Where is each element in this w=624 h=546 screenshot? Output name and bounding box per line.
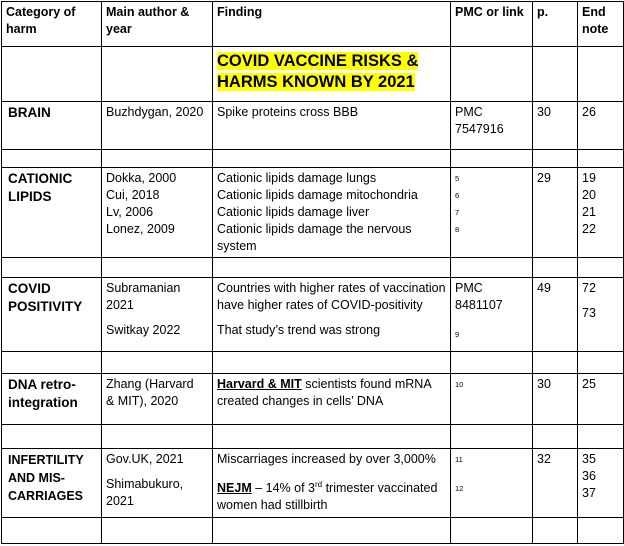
endnote: 21 — [582, 205, 596, 219]
endnote: 35 — [582, 452, 596, 466]
spacer-row — [2, 518, 624, 544]
reference-number: 7 — [455, 208, 460, 217]
page-number: 32 — [537, 452, 551, 466]
header-pmc: PMC or link — [451, 2, 533, 47]
author: 2021 — [106, 494, 134, 508]
finding: Miscarriages increased by over 3,000% — [217, 452, 436, 466]
endnote: 26 — [582, 105, 596, 119]
reference-number: 10 — [455, 380, 464, 389]
category-brain: BRAIN — [8, 105, 51, 120]
finding: Spike proteins cross BBB — [217, 105, 359, 119]
category-and-mis: AND MIS- — [8, 471, 65, 485]
category-integration: integration — [8, 395, 78, 410]
reference-number: 12 — [455, 484, 464, 493]
header-category: Category of harm — [2, 2, 102, 47]
finding: scientists found mRNA — [301, 377, 432, 391]
author: 2021 — [106, 298, 134, 312]
finding: – 14% of 3 — [251, 481, 315, 496]
header-finding: Finding — [213, 2, 451, 47]
pmc-label: PMC — [455, 105, 483, 119]
category-dna: DNA retro- — [8, 377, 76, 392]
author: Buzhdygan, 2020 — [106, 105, 204, 119]
document-title: COVID VACCINE RISKS & HARMS KNOWN BY 2021 — [217, 52, 419, 91]
category-covid: COVID — [8, 281, 51, 296]
finding: created changes in cells’ DNA — [217, 394, 384, 408]
author: Shimabukuro, — [106, 477, 184, 491]
author: Subramanian — [106, 281, 181, 295]
reference-number: 6 — [455, 191, 460, 200]
author: Gov.UK, 2021 — [106, 452, 184, 466]
endnote: 36 — [582, 469, 596, 483]
finding: Cationic lipids damage mitochondria — [217, 188, 418, 202]
harms-table — [1, 1, 624, 544]
category-infertility: INFERTILITY — [8, 453, 84, 467]
page-number: 49 — [537, 281, 551, 295]
title-row — [2, 47, 624, 102]
pmc-label: PMC — [455, 281, 483, 295]
header-author: Main author & year — [102, 2, 213, 47]
finding: Countries with higher rates of vaccination — [217, 281, 446, 295]
header-page: p. — [533, 2, 578, 47]
spacer-row — [2, 150, 624, 168]
table-row — [2, 374, 624, 425]
endnote: 22 — [582, 222, 596, 236]
author: Cui, 2018 — [106, 188, 160, 202]
pmc-id: 7547916 — [455, 122, 504, 136]
page-number: 29 — [537, 171, 551, 185]
reference-number: 9 — [455, 330, 460, 339]
spacer-row — [2, 425, 624, 449]
category-lipids: LIPIDS — [8, 189, 52, 204]
author: Lonez, 2009 — [106, 222, 175, 236]
table-row — [2, 168, 624, 258]
category-positivity: POSITIVITY — [8, 299, 83, 314]
pmc-id: 8481107 — [455, 298, 503, 312]
author: Switkay 2022 — [106, 323, 181, 337]
page-number: 30 — [537, 377, 551, 391]
table-row — [2, 278, 624, 352]
author: Lv, 2006 — [106, 205, 154, 219]
finding: system — [217, 239, 257, 253]
author: & MIT), 2020 — [106, 394, 179, 408]
table-row — [2, 449, 624, 518]
header-row — [2, 2, 624, 47]
reference-number: 8 — [455, 225, 460, 234]
page-number: 30 — [537, 105, 551, 119]
finding: women had stillbirth — [217, 498, 328, 513]
endnote: 19 — [582, 171, 596, 185]
finding-superscript: rd — [314, 480, 323, 489]
reference-number: 5 — [455, 174, 460, 183]
author: Zhang (Harvard — [106, 377, 194, 391]
endnote: 72 — [582, 281, 596, 295]
header-endnote: End note — [578, 2, 624, 47]
finding: Cationic lipids damage liver — [217, 205, 370, 219]
spacer-row — [2, 258, 624, 278]
endnote: 25 — [582, 377, 596, 391]
finding: Cationic lipids damage the nervous — [217, 222, 412, 236]
endnote: 20 — [582, 188, 596, 202]
endnote: 37 — [582, 486, 596, 500]
finding-emphasis: NEJM — [217, 481, 252, 496]
category-carriages: CARRIAGES — [8, 489, 84, 503]
reference-number: 11 — [455, 455, 463, 464]
endnote: 73 — [582, 306, 596, 320]
finding: Cationic lipids damage lungs — [217, 171, 377, 185]
spacer-row — [2, 352, 624, 374]
category-cationic: CATIONIC — [8, 171, 73, 186]
finding: have higher rates of COVID-positivity — [217, 298, 423, 312]
finding: trimester vaccinated — [322, 481, 438, 496]
finding: That study’s trend was strong — [217, 323, 381, 337]
table-row — [2, 102, 624, 150]
finding-emphasis: Harvard & MIT — [217, 377, 302, 391]
author: Dokka, 2000 — [106, 171, 177, 185]
